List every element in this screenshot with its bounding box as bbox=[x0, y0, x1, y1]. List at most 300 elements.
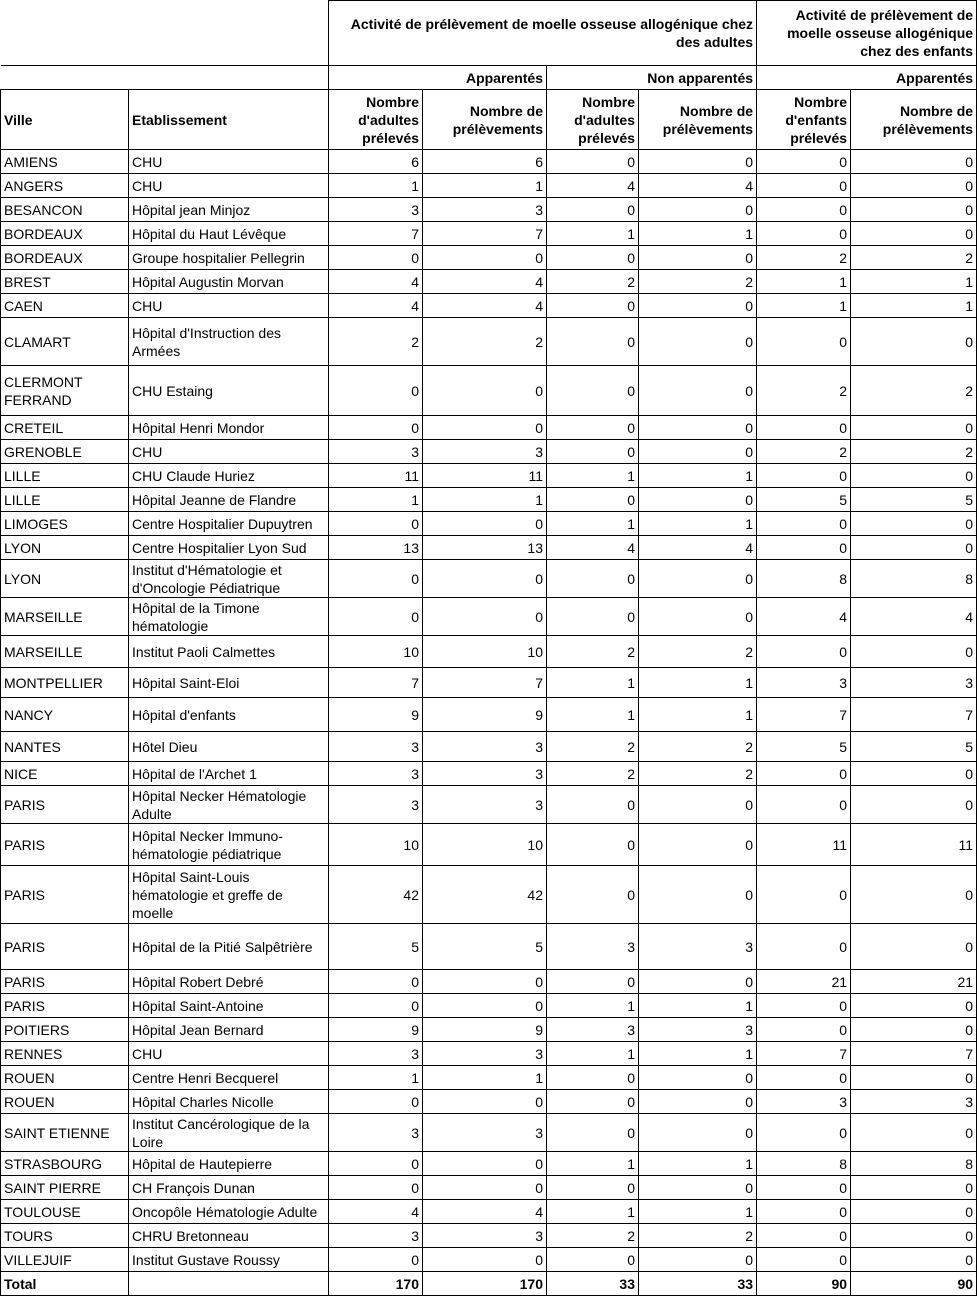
cell-value: 3 bbox=[423, 440, 547, 464]
cell-value: 0 bbox=[851, 786, 977, 824]
cell-value: 2 bbox=[851, 246, 977, 270]
cell-etablissement: Hôpital jean Minjoz bbox=[129, 198, 329, 222]
cell-etablissement: Hôpital Saint-Louis hématologie et greffe de moelle bbox=[129, 866, 329, 924]
cell-value: 0 bbox=[851, 636, 977, 668]
cell-etablissement: Hôpital Robert Debré bbox=[129, 970, 329, 994]
cell-value: 2 bbox=[639, 732, 757, 762]
cell-ville: TOULOUSE bbox=[1, 1200, 129, 1224]
cell-value: 0 bbox=[547, 1090, 639, 1114]
cell-value: 0 bbox=[757, 1200, 851, 1224]
cell-value: 5 bbox=[329, 924, 423, 970]
cell-value: 4 bbox=[423, 270, 547, 294]
cell-value: 7 bbox=[329, 222, 423, 246]
cell-ville: STRASBOURG bbox=[1, 1152, 129, 1176]
cell-value: 10 bbox=[423, 636, 547, 668]
cell-value: 1 bbox=[547, 668, 639, 698]
table-row bbox=[1, 598, 977, 636]
cell-value: 0 bbox=[639, 1176, 757, 1200]
cell-value: 0 bbox=[757, 924, 851, 970]
cell-ville: RENNES bbox=[1, 1042, 129, 1066]
cell-value: 5 bbox=[423, 924, 547, 970]
header-nb-prelevements-2: Nombre de prélèvements bbox=[639, 90, 757, 150]
cell-value: 3 bbox=[329, 762, 423, 786]
cell-value: 1 bbox=[547, 464, 639, 488]
cell-value: 3 bbox=[423, 198, 547, 222]
table-row bbox=[1, 698, 977, 732]
cell-etablissement: Hôpital Jean Bernard bbox=[129, 1018, 329, 1042]
cell-value: 0 bbox=[851, 1176, 977, 1200]
cell-value: 0 bbox=[423, 1090, 547, 1114]
cell-ville: BORDEAUX bbox=[1, 246, 129, 270]
cell-value: 10 bbox=[329, 636, 423, 668]
cell-etablissement: Centre Hospitalier Lyon Sud bbox=[129, 536, 329, 560]
table-row bbox=[1, 512, 977, 536]
table-row bbox=[1, 824, 977, 866]
cell-value: 3 bbox=[639, 1018, 757, 1042]
cell-etablissement: CHU bbox=[129, 150, 329, 174]
cell-value: 9 bbox=[329, 1018, 423, 1042]
cell-ville: POITIERS bbox=[1, 1018, 129, 1042]
cell-value: 4 bbox=[547, 174, 639, 198]
cell-value: 0 bbox=[547, 366, 639, 416]
cell-value: 0 bbox=[329, 1152, 423, 1176]
cell-ville: SAINT PIERRE bbox=[1, 1176, 129, 1200]
cell-etablissement: Hôpital de la Timone hématologie bbox=[129, 598, 329, 636]
cell-etablissement: CHU bbox=[129, 174, 329, 198]
cell-value: 2 bbox=[757, 246, 851, 270]
cell-value: 0 bbox=[639, 1090, 757, 1114]
cell-value: 3 bbox=[639, 924, 757, 970]
cell-value: 9 bbox=[423, 1018, 547, 1042]
cell-value: 0 bbox=[851, 222, 977, 246]
header-nb-adultes-2: Nombre d'adultes prélevés bbox=[547, 90, 639, 150]
cell-ville: LYON bbox=[1, 560, 129, 598]
cell-ville: SAINT ETIENNE bbox=[1, 1114, 129, 1152]
cell-value: 2 bbox=[757, 440, 851, 464]
cell-value: 2 bbox=[639, 636, 757, 668]
cell-value: 0 bbox=[757, 1066, 851, 1090]
cell-value: 10 bbox=[423, 824, 547, 866]
cell-value: 3 bbox=[329, 440, 423, 464]
table-row bbox=[1, 1042, 977, 1066]
cell-etablissement: Hôpital du Haut Lévêque bbox=[129, 222, 329, 246]
cell-value: 0 bbox=[329, 560, 423, 598]
cell-value: 11 bbox=[329, 464, 423, 488]
cell-ville: CRETEIL bbox=[1, 416, 129, 440]
cell-value: 0 bbox=[757, 174, 851, 198]
cell-value: 0 bbox=[423, 1176, 547, 1200]
header-apparentes-children: Apparentés bbox=[757, 66, 977, 90]
header-nb-prelevements: Nombre de prélèvements bbox=[423, 90, 547, 150]
cell-value: 2 bbox=[547, 732, 639, 762]
cell-value: 0 bbox=[851, 1018, 977, 1042]
cell-ville: LIMOGES bbox=[1, 512, 129, 536]
cell-value: 0 bbox=[639, 150, 757, 174]
cell-etablissement: CHU bbox=[129, 294, 329, 318]
cell-value: 21 bbox=[757, 970, 851, 994]
cell-value: 0 bbox=[639, 786, 757, 824]
cell-value: 3 bbox=[329, 1114, 423, 1152]
cell-value: 3 bbox=[423, 1042, 547, 1066]
cell-value: 2 bbox=[329, 318, 423, 366]
cell-value: 0 bbox=[547, 488, 639, 512]
table-row bbox=[1, 1224, 977, 1248]
cell-value: 0 bbox=[547, 866, 639, 924]
cell-value: 5 bbox=[757, 488, 851, 512]
cell-value: 0 bbox=[547, 824, 639, 866]
header-blank-2 bbox=[1, 66, 329, 90]
cell-etablissement: CHU bbox=[129, 1042, 329, 1066]
cell-value: 2 bbox=[851, 440, 977, 464]
cell-ville: AMIENS bbox=[1, 150, 129, 174]
cell-value: 0 bbox=[851, 1224, 977, 1248]
cell-value: 1 bbox=[547, 994, 639, 1018]
cell-ville: CLERMONT FERRAND bbox=[1, 366, 129, 416]
cell-value: 0 bbox=[851, 1114, 977, 1152]
cell-etablissement: Hôpital Saint-Antoine bbox=[129, 994, 329, 1018]
cell-value: 1 bbox=[639, 668, 757, 698]
cell-value: 170 bbox=[423, 1272, 547, 1296]
cell-value: 0 bbox=[851, 174, 977, 198]
cell-value: 0 bbox=[851, 512, 977, 536]
cell-value: 0 bbox=[423, 598, 547, 636]
cell-etablissement: Institut Cancérologique de la Loire bbox=[129, 1114, 329, 1152]
table-row bbox=[1, 786, 977, 824]
cell-value: 7 bbox=[423, 222, 547, 246]
cell-value: 1 bbox=[639, 222, 757, 246]
table-row bbox=[1, 464, 977, 488]
cell-value: 1 bbox=[639, 512, 757, 536]
header-apparentes: Apparentés bbox=[329, 66, 547, 90]
cell-etablissement: Hôpital Henri Mondor bbox=[129, 416, 329, 440]
cell-value: 3 bbox=[547, 924, 639, 970]
cell-value: 0 bbox=[757, 1114, 851, 1152]
cell-value: 0 bbox=[851, 150, 977, 174]
cell-value: 0 bbox=[547, 786, 639, 824]
cell-value: 0 bbox=[547, 1066, 639, 1090]
cell-value: 0 bbox=[639, 866, 757, 924]
cell-ville: CAEN bbox=[1, 294, 129, 318]
cell-value: 3 bbox=[423, 786, 547, 824]
cell-value: 3 bbox=[329, 198, 423, 222]
cell-value: 0 bbox=[757, 866, 851, 924]
table-row bbox=[1, 668, 977, 698]
cell-etablissement: Hôpital d'Instruction des Armées bbox=[129, 318, 329, 366]
cell-value: 0 bbox=[851, 464, 977, 488]
cell-value: 0 bbox=[423, 246, 547, 270]
cell-value: 1 bbox=[547, 1200, 639, 1224]
table-row bbox=[1, 1114, 977, 1152]
cell-value: 1 bbox=[757, 294, 851, 318]
cell-value: 7 bbox=[757, 1042, 851, 1066]
cell-ville: MARSEILLE bbox=[1, 636, 129, 668]
cell-value: 0 bbox=[547, 246, 639, 270]
cell-etablissement: CHU bbox=[129, 440, 329, 464]
cell-value: 2 bbox=[547, 762, 639, 786]
cell-etablissement: Groupe hospitalier Pellegrin bbox=[129, 246, 329, 270]
table-row bbox=[1, 294, 977, 318]
cell-value: 33 bbox=[639, 1272, 757, 1296]
cell-value: 7 bbox=[423, 668, 547, 698]
cell-ville: LILLE bbox=[1, 464, 129, 488]
cell-value: 9 bbox=[329, 698, 423, 732]
cell-value: 1 bbox=[547, 222, 639, 246]
cell-value: 3 bbox=[757, 1090, 851, 1114]
cell-ville: LILLE bbox=[1, 488, 129, 512]
cell-value: 0 bbox=[851, 866, 977, 924]
cell-value: 0 bbox=[639, 970, 757, 994]
cell-value: 0 bbox=[423, 416, 547, 440]
cell-etablissement: Hôpital Necker Hématologie Adulte bbox=[129, 786, 329, 824]
cell-value: 0 bbox=[757, 416, 851, 440]
cell-value: 0 bbox=[329, 1176, 423, 1200]
cell-value: 1 bbox=[639, 464, 757, 488]
cell-etablissement: CHRU Bretonneau bbox=[129, 1224, 329, 1248]
cell-etablissement: Hôpital d'enfants bbox=[129, 698, 329, 732]
table-row bbox=[1, 1018, 977, 1042]
cell-value: 2 bbox=[639, 270, 757, 294]
header-group-adults: Activité de prélèvement de moelle osseuse allogénique chez des adultes bbox=[329, 1, 757, 66]
cell-value: 5 bbox=[851, 488, 977, 512]
cell-value: 0 bbox=[757, 636, 851, 668]
cell-ville: MARSEILLE bbox=[1, 598, 129, 636]
cell-value: 0 bbox=[757, 994, 851, 1018]
table-row bbox=[1, 318, 977, 366]
cell-ville: NANTES bbox=[1, 732, 129, 762]
cell-etablissement: Institut Gustave Roussy bbox=[129, 1248, 329, 1272]
cell-value: 4 bbox=[757, 598, 851, 636]
cell-etablissement: Institut d'Hématologie et d'Oncologie Pédiatrique bbox=[129, 560, 329, 598]
cell-etablissement: Hôpital Augustin Morvan bbox=[129, 270, 329, 294]
cell-value: 7 bbox=[757, 698, 851, 732]
cell-ville: PARIS bbox=[1, 994, 129, 1018]
cell-value: 0 bbox=[757, 762, 851, 786]
cell-value: 2 bbox=[547, 636, 639, 668]
cell-ville: PARIS bbox=[1, 866, 129, 924]
cell-value: 2 bbox=[639, 1224, 757, 1248]
cell-value: 4 bbox=[423, 294, 547, 318]
table-row bbox=[1, 222, 977, 246]
cell-value: 0 bbox=[547, 1176, 639, 1200]
cell-value: 1 bbox=[423, 1066, 547, 1090]
header-nb-adultes: Nombre d'adultes prélevés bbox=[329, 90, 423, 150]
cell-ville: BORDEAUX bbox=[1, 222, 129, 246]
cell-value: 1 bbox=[757, 270, 851, 294]
cell-value: 8 bbox=[757, 1152, 851, 1176]
cell-value: 0 bbox=[547, 970, 639, 994]
cell-value: 0 bbox=[547, 560, 639, 598]
cell-value: 2 bbox=[851, 366, 977, 416]
cell-ville: ANGERS bbox=[1, 174, 129, 198]
cell-value: 1 bbox=[639, 1152, 757, 1176]
cell-value: 3 bbox=[851, 1090, 977, 1114]
cell-etablissement: Hôpital Saint-Eloi bbox=[129, 668, 329, 698]
cell-value: 0 bbox=[757, 1224, 851, 1248]
cell-value: 1 bbox=[547, 1042, 639, 1066]
table-row bbox=[1, 994, 977, 1018]
cell-value: 3 bbox=[423, 1224, 547, 1248]
cell-value: 3 bbox=[423, 732, 547, 762]
cell-value: 0 bbox=[851, 1200, 977, 1224]
cell-etablissement: CHU Claude Huriez bbox=[129, 464, 329, 488]
cell-value: 0 bbox=[639, 318, 757, 366]
cell-value: 0 bbox=[547, 198, 639, 222]
cell-value: 0 bbox=[423, 1248, 547, 1272]
cell-ville: PARIS bbox=[1, 924, 129, 970]
table-row bbox=[1, 970, 977, 994]
cell-value: 0 bbox=[329, 598, 423, 636]
header-etablissement: Etablissement bbox=[129, 90, 329, 150]
cell-value: 0 bbox=[423, 366, 547, 416]
cell-value: 0 bbox=[547, 150, 639, 174]
table-row bbox=[1, 866, 977, 924]
cell-etablissement: Centre Hospitalier Dupuytren bbox=[129, 512, 329, 536]
cell-value: 1 bbox=[329, 488, 423, 512]
header-nb-prelevements-3: Nombre de prélèvements bbox=[851, 90, 977, 150]
cell-value: 0 bbox=[851, 416, 977, 440]
cell-value: 21 bbox=[851, 970, 977, 994]
cell-ville: BESANCON bbox=[1, 198, 129, 222]
cell-value: 0 bbox=[423, 560, 547, 598]
header-blank bbox=[1, 1, 329, 66]
table-row bbox=[1, 198, 977, 222]
table-row bbox=[1, 488, 977, 512]
cell-value: 0 bbox=[547, 598, 639, 636]
cell-value: 1 bbox=[851, 270, 977, 294]
cell-value: 13 bbox=[329, 536, 423, 560]
table-row bbox=[1, 440, 977, 464]
cell-value: 0 bbox=[547, 318, 639, 366]
cell-value: 0 bbox=[757, 512, 851, 536]
table-row bbox=[1, 366, 977, 416]
cell-value: 4 bbox=[547, 536, 639, 560]
cell-value: 0 bbox=[851, 994, 977, 1018]
cell-etablissement: CHU Estaing bbox=[129, 366, 329, 416]
cell-ville: NANCY bbox=[1, 698, 129, 732]
table-row bbox=[1, 1152, 977, 1176]
cell-value: 7 bbox=[329, 668, 423, 698]
table-row bbox=[1, 732, 977, 762]
cell-value: 1 bbox=[639, 1042, 757, 1066]
cell-value: 0 bbox=[423, 1152, 547, 1176]
table-row bbox=[1, 1248, 977, 1272]
table-row bbox=[1, 536, 977, 560]
cell-etablissement: Hôpital Charles Nicolle bbox=[129, 1090, 329, 1114]
cell-value: 2 bbox=[547, 270, 639, 294]
cell-value: 0 bbox=[639, 366, 757, 416]
cell-etablissement bbox=[129, 1272, 329, 1296]
cell-value: 1 bbox=[423, 174, 547, 198]
cell-value: 2 bbox=[423, 318, 547, 366]
cell-value: 1 bbox=[639, 994, 757, 1018]
cell-value: 42 bbox=[329, 866, 423, 924]
cell-value: 1 bbox=[547, 512, 639, 536]
cell-value: 0 bbox=[757, 150, 851, 174]
cell-ville: ROUEN bbox=[1, 1066, 129, 1090]
cell-value: 0 bbox=[851, 762, 977, 786]
cell-value: 5 bbox=[757, 732, 851, 762]
cell-ville: PARIS bbox=[1, 824, 129, 866]
cell-value: 0 bbox=[547, 294, 639, 318]
cell-ville: GRENOBLE bbox=[1, 440, 129, 464]
cell-value: 2 bbox=[757, 366, 851, 416]
cell-value: 3 bbox=[329, 1042, 423, 1066]
cell-value: 0 bbox=[757, 1018, 851, 1042]
cell-value: 0 bbox=[757, 1248, 851, 1272]
cell-value: 0 bbox=[639, 1114, 757, 1152]
cell-value: 9 bbox=[423, 698, 547, 732]
cell-value: 4 bbox=[329, 1200, 423, 1224]
cell-value: 1 bbox=[547, 1152, 639, 1176]
table-row bbox=[1, 416, 977, 440]
table-row bbox=[1, 1200, 977, 1224]
cell-ville: Total bbox=[1, 1272, 129, 1296]
cell-value: 6 bbox=[423, 150, 547, 174]
cell-value: 0 bbox=[547, 416, 639, 440]
cell-value: 0 bbox=[757, 786, 851, 824]
cell-value: 0 bbox=[329, 1090, 423, 1114]
cell-value: 0 bbox=[423, 970, 547, 994]
cell-value: 0 bbox=[639, 488, 757, 512]
cell-etablissement: Hôpital de la Pitié Salpêtrière bbox=[129, 924, 329, 970]
cell-value: 33 bbox=[547, 1272, 639, 1296]
cell-etablissement: Hôpital Jeanne de Flandre bbox=[129, 488, 329, 512]
cell-value: 0 bbox=[851, 318, 977, 366]
table-row bbox=[1, 636, 977, 668]
cell-ville: TOURS bbox=[1, 1224, 129, 1248]
cell-ville: NICE bbox=[1, 762, 129, 786]
cell-etablissement: CH François Dunan bbox=[129, 1176, 329, 1200]
cell-value: 8 bbox=[757, 560, 851, 598]
cell-value: 0 bbox=[329, 970, 423, 994]
cell-etablissement: Hôpital de Hautepierre bbox=[129, 1152, 329, 1176]
cell-etablissement: Hôtel Dieu bbox=[129, 732, 329, 762]
cell-value: 0 bbox=[423, 994, 547, 1018]
cell-value: 6 bbox=[329, 150, 423, 174]
cell-value: 8 bbox=[851, 560, 977, 598]
table-row bbox=[1, 924, 977, 970]
cell-value: 0 bbox=[639, 1066, 757, 1090]
cell-value: 0 bbox=[639, 560, 757, 598]
cell-value: 0 bbox=[639, 416, 757, 440]
cell-value: 1 bbox=[547, 698, 639, 732]
cell-ville: PARIS bbox=[1, 786, 129, 824]
cell-value: 11 bbox=[851, 824, 977, 866]
cell-value: 0 bbox=[639, 598, 757, 636]
cell-etablissement: Hôpital de l'Archet 1 bbox=[129, 762, 329, 786]
cell-value: 0 bbox=[423, 512, 547, 536]
table-row bbox=[1, 270, 977, 294]
cell-value: 170 bbox=[329, 1272, 423, 1296]
cell-value: 0 bbox=[757, 222, 851, 246]
cell-value: 2 bbox=[639, 762, 757, 786]
cell-ville: MONTPELLIER bbox=[1, 668, 129, 698]
cell-value: 1 bbox=[639, 698, 757, 732]
cell-value: 1 bbox=[423, 488, 547, 512]
table-body bbox=[1, 150, 977, 1296]
cell-value: 0 bbox=[851, 536, 977, 560]
table-row bbox=[1, 174, 977, 198]
header-non-apparentes: Non apparentés bbox=[547, 66, 757, 90]
cell-value: 8 bbox=[851, 1152, 977, 1176]
cell-value: 3 bbox=[851, 668, 977, 698]
cell-value: 0 bbox=[851, 1248, 977, 1272]
cell-value: 4 bbox=[639, 536, 757, 560]
cell-value: 3 bbox=[423, 1114, 547, 1152]
cell-value: 3 bbox=[423, 762, 547, 786]
cell-value: 0 bbox=[547, 1248, 639, 1272]
cell-value: 0 bbox=[547, 1114, 639, 1152]
